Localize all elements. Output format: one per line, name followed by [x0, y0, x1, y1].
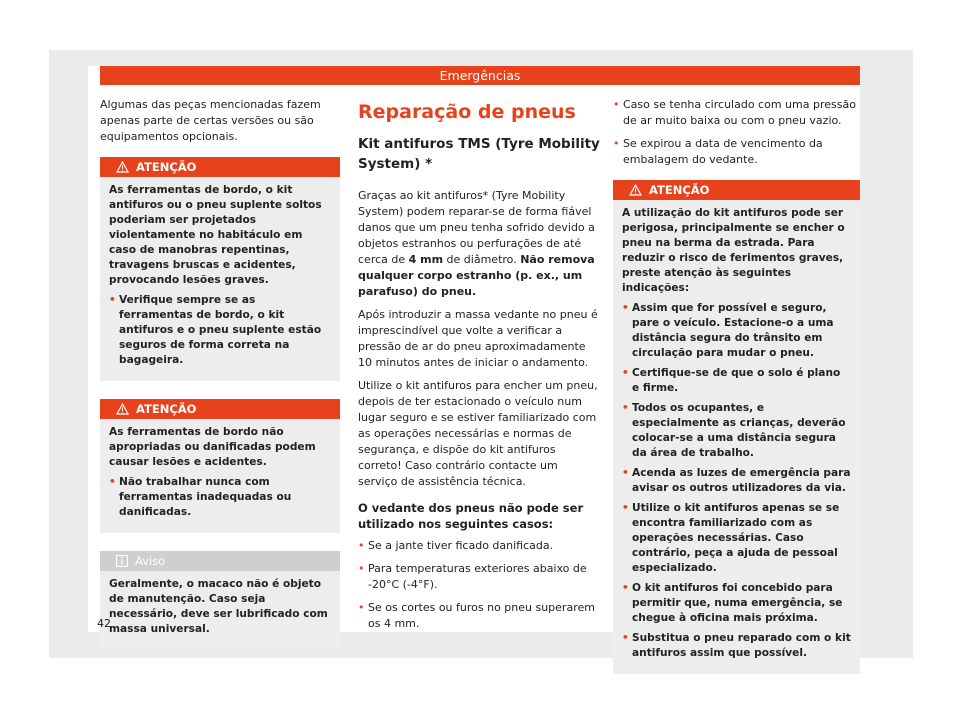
paragraph-1-size: 4 mm — [408, 253, 444, 266]
note-header — [100, 551, 340, 571]
warning-bullet: • Verifique sempre se as ferramentas de bordo, o kit antifuros e o pneu suplente estão seguros de forma correta na bagageira. — [109, 293, 331, 368]
section-subtitle: Kit antifuros TMS (Tyre Mobility System) * — [358, 136, 600, 172]
column-3 — [613, 97, 860, 692]
warning-text: As ferramentas de bordo não apropriadas ou danificadas podem causar lesões e acidentes. — [109, 426, 316, 468]
note-label: Aviso — [135, 554, 166, 568]
warning-header — [100, 157, 340, 177]
warning-triangle-icon — [629, 184, 642, 196]
note-text: Geralmente, o macaco não é objeto de manutenção. Caso seja necessário, deve ser lubrificado com massa universal. — [109, 578, 328, 635]
warning-triangle-icon — [116, 403, 129, 415]
warning-bullet: • Certifique-se de que o solo é plano e firme. — [622, 366, 851, 396]
warning-body — [100, 177, 340, 381]
list-item: • Se expirou a data de vencimento da embalagem do vedante. — [613, 136, 860, 168]
note-box — [100, 551, 340, 650]
warning-bullet: • Acenda as luzes de emergência para avisar os outros utilizadores da via. — [622, 466, 851, 496]
warning-label: ATENÇÃO — [136, 160, 197, 174]
warning-body — [100, 419, 340, 533]
warning-bullet: • Não trabalhar nunca com ferramentas inadequadas ou danificadas. — [109, 475, 331, 520]
list-item: • Caso se tenha circulado com uma pressão de ar muito baixa ou com o pneu vazio. — [613, 97, 860, 129]
warning-triangle-icon — [116, 161, 129, 173]
column-1 — [100, 97, 340, 668]
warning-bullet: • Substitua o pneu reparado com o kit antifuros assim que possível. — [622, 631, 851, 661]
section-header: Emergências — [100, 66, 860, 85]
note-body — [100, 571, 340, 650]
section-title: Reparação de pneus — [358, 101, 576, 123]
warning-box-2 — [100, 399, 340, 533]
warning-bullet: • Utilize o kit antifuros apenas se se encontra familiarizado com as operações necessárias. Caso contrário, peça a ajuda de pessoal especializado. — [622, 501, 851, 576]
paragraph-3: Utilize o kit antifuros para encher um pneu, depois de ter estacionado o veículo num lugar seguro e se estiver familiarizado com as operações necessárias e normas de segurança, e dispõe do kit antifuros correto! Caso contrário contacte um serviço de assistência técnica. — [358, 379, 598, 488]
paragraph-2: Após introduzir a massa vedante no pneu é imprescindível que volte a verificar a pressão de ar do pneu aproximadamente 10 minutos antes de iniciar o andamento. — [358, 308, 598, 369]
warning-header — [100, 399, 340, 419]
warning-text: A utilização do kit antifuros pode ser perigosa, principalmente se encher o pneu na berma da estrada. Para reduzir o risco de ferimentos graves, preste atenção às seguintes indicações: — [622, 207, 845, 294]
warning-bullet: • O kit antifuros foi concebido para permitir que, numa emergência, se chegue à oficina mais próxima. — [622, 581, 851, 626]
column-2 — [358, 97, 600, 639]
page-number: 42 — [97, 617, 111, 630]
warning-header — [613, 180, 860, 200]
warning-label: ATENÇÃO — [649, 183, 710, 197]
subheading: O vedante dos pneus não pode ser utilizado nos seguintes casos: — [358, 501, 584, 531]
warning-box-1 — [100, 157, 340, 381]
warning-box-3 — [613, 180, 860, 674]
warning-bullet: • Todos os ocupantes, e especialmente as crianças, deverão colocar-se a uma distância segura da área de trabalho. — [622, 401, 851, 461]
info-icon — [116, 555, 128, 567]
paragraph-1-part-a: Graças ao kit antifuros* (Tyre Mobility System) podem reparar-se de forma fiável danos que um pneu tenha sofrido devido a objetos estranhos ou perfurações de até cerca de — [358, 189, 595, 266]
paragraph-1 — [358, 188, 600, 300]
list-item: • Se os cortes ou furos no pneu superarem os 4 mm. — [358, 600, 600, 632]
paragraph-1-part-c: de diâmetro. — [443, 253, 521, 266]
intro-text: Algumas das peças mencionadas fazem apenas parte de certas versões ou são equipamentos opcionais. — [100, 98, 321, 143]
warning-body — [613, 200, 860, 674]
list-item: • Se a jante tiver ficado danificada. — [358, 538, 600, 554]
warning-text: As ferramentas de bordo, o kit antifuros ou o pneu suplente soltos poderiam ser projetados violentamente no habitáculo em caso de manobras repentinas, travagens bruscas e acidentes, provocando lesões graves. — [109, 184, 322, 286]
warning-bullet: • Assim que for possível e seguro, pare o veículo. Estacione-o a uma distância segura do trânsito em circulação para mudar o pneu. — [622, 301, 851, 361]
paragraph-1-emphasis: Não remova qualquer corpo estranho (p. ex., um parafuso) do pneu. — [358, 253, 595, 298]
list-item: • Para temperaturas exteriores abaixo de -20°C (-4°F). — [358, 561, 600, 593]
warning-label: ATENÇÃO — [136, 402, 197, 416]
